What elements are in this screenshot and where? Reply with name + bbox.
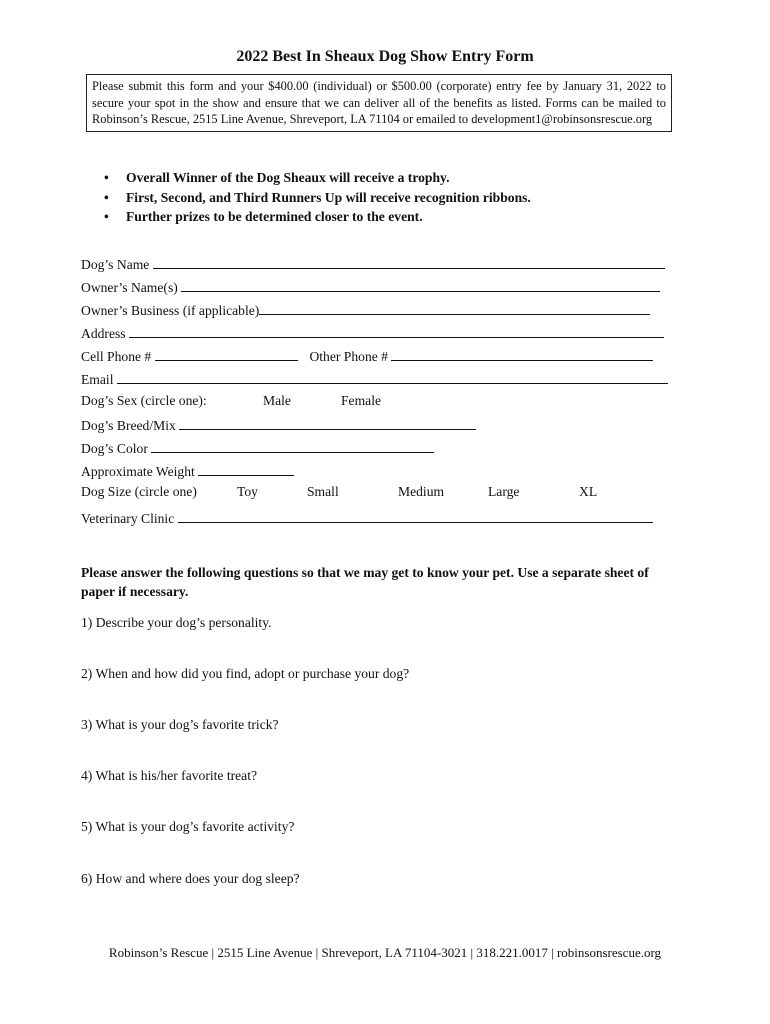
prize-item: • First, Second, and Third Runners Up will receive recognition ribbons. xyxy=(104,188,531,208)
prize-item: • Overall Winner of the Dog Sheaux will receive a trophy. xyxy=(104,168,531,188)
sex-option-female[interactable]: Female xyxy=(341,393,382,408)
size-label: Dog Size (circle one) xyxy=(81,484,197,499)
email-label: Email xyxy=(81,372,114,387)
questions-intro: Please answer the following questions so that we may get to know your pet. Use a separate sheet of paper if necessary. xyxy=(81,565,649,599)
footer-contact: Robinson’s Rescue | 2515 Line Avenue | Shreveport, LA 71104-3021 | 318.221.0017 | robinsonsrescue.org xyxy=(108,945,662,960)
color-label: Dog’s Color xyxy=(81,441,148,456)
prize-list xyxy=(104,168,531,227)
breed-label: Dog’s Breed/Mix xyxy=(81,418,176,433)
size-option-small[interactable]: Small xyxy=(307,484,339,499)
address-row xyxy=(81,323,664,342)
weight-label: Approximate Weight xyxy=(81,464,195,479)
owner-name-row xyxy=(81,277,660,296)
address-field[interactable] xyxy=(129,323,664,338)
email-field[interactable] xyxy=(117,369,668,384)
vet-label: Veterinary Clinic xyxy=(81,511,175,526)
vet-field[interactable] xyxy=(178,508,653,523)
question-6: 6) How and where does your dog sleep? xyxy=(81,871,300,886)
question-4: 4) What is his/her favorite treat? xyxy=(81,768,258,783)
other-phone-field[interactable] xyxy=(391,346,653,361)
dog-name-label: Dog’s Name xyxy=(81,257,150,272)
breed-row xyxy=(81,415,476,434)
prize-item: • Further prizes to be determined closer to the event. xyxy=(104,207,531,227)
question-3: 3) What is your dog’s favorite trick? xyxy=(81,717,279,732)
submission-notice: Please submit this form and your $400.00 (individual) or $500.00 (corporate) entry fee by January 31, 2022 to secure your spot in the show and ensure that we can deliver all of the benefits as listed. Forms can be mailed to Robinson’s Rescue, 2515 Line Avenue, Shreveport, LA 71104 or emailed to development1@robinsonsrescue.org xyxy=(86,74,672,132)
breed-field[interactable] xyxy=(179,415,476,430)
address-label: Address xyxy=(81,326,126,341)
size-option-toy[interactable]: Toy xyxy=(237,484,258,499)
owner-business-field[interactable] xyxy=(259,300,650,315)
size-option-xl[interactable]: XL xyxy=(579,484,598,499)
color-row xyxy=(81,438,434,457)
question-5: 5) What is your dog’s favorite activity? xyxy=(81,819,295,834)
dog-name-row xyxy=(81,254,665,273)
weight-row xyxy=(81,461,294,480)
weight-field[interactable] xyxy=(198,461,294,476)
size-option-large[interactable]: Large xyxy=(488,484,520,499)
cell-phone-field[interactable] xyxy=(155,346,298,361)
dog-sex-label: Dog’s Sex (circle one): xyxy=(81,393,207,408)
owner-name-field[interactable] xyxy=(181,277,660,292)
question-1: 1) Describe your dog’s personality. xyxy=(81,615,272,630)
size-option-medium[interactable]: Medium xyxy=(398,484,445,499)
phone-row xyxy=(81,346,653,365)
owner-business-label: Owner’s Business (if applicable) xyxy=(81,303,260,318)
cell-phone-label: Cell Phone # xyxy=(81,349,152,364)
other-phone-label: Other Phone # xyxy=(309,349,388,364)
email-row xyxy=(81,369,668,388)
dog-sex-row xyxy=(81,393,382,409)
owner-name-label: Owner’s Name(s) xyxy=(81,280,178,295)
question-2: 2) When and how did you find, adopt or purchase your dog? xyxy=(81,666,410,681)
vet-row xyxy=(81,508,653,527)
color-field[interactable] xyxy=(151,438,434,453)
size-row xyxy=(81,484,598,500)
form-title: 2022 Best In Sheaux Dog Show Entry Form xyxy=(236,48,534,65)
owner-business-row xyxy=(81,300,650,319)
sex-option-male[interactable]: Male xyxy=(263,393,291,408)
dog-name-field[interactable] xyxy=(153,254,665,269)
